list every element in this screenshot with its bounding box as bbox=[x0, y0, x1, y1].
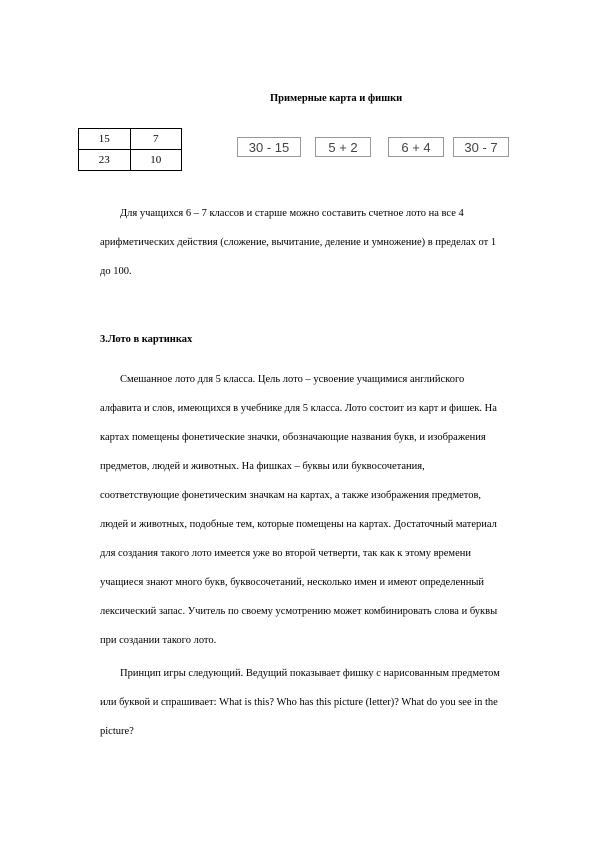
text-line: Принцип игры следующий. Ведущий показывает фишку с нарисованным предметом bbox=[120, 668, 500, 679]
text-line: при создании такого лото. bbox=[100, 635, 217, 646]
lotto-chip: 30 - 15 bbox=[237, 137, 301, 157]
text-line: picture? bbox=[100, 726, 134, 737]
page-title: Примерные карта и фишки bbox=[270, 93, 403, 104]
paragraph-arithmetic-lotto bbox=[100, 199, 555, 286]
text-line: соответствующие фонетическим значкам на картах, а также изображения предметов, bbox=[100, 490, 482, 501]
text-line: лексический запас. Учитель по своему усмотрению может комбинировать слова и буквы bbox=[100, 606, 498, 617]
text-line: для создания такого лото имеется уже во второй четверти, так как к этому времени bbox=[100, 548, 471, 559]
text-line: предметов, людей и животных. На фишках – буквы или буквосочетания, bbox=[100, 461, 425, 472]
text-line: алфавита и слов, имеющихся в учебнике для 5 класса. Лото состоит из карт и фишек. На bbox=[100, 403, 497, 414]
text-line: картах помещены фонетические значки, обозначающие названия букв, и изображения bbox=[100, 432, 486, 443]
text-line: учащиеся знают много букв, буквосочетаний, несколько имен и имеют определенный bbox=[100, 577, 485, 588]
text-line: людей и животных, подобные тем, которые помещены на картах. Достаточный материал bbox=[100, 519, 497, 530]
card-row bbox=[79, 129, 182, 150]
text-line: Для учащихся 6 – 7 классов и старше можно составить счетное лото на все 4 bbox=[120, 208, 464, 219]
lotto-chip: 30 - 7 bbox=[453, 137, 509, 157]
text-line: арифметических действия (сложение, вычитание, деление и умножение) в пределах от 1 bbox=[100, 237, 497, 248]
lotto-card bbox=[78, 128, 182, 171]
card-cell: 23 bbox=[79, 150, 131, 171]
text-line: Смешанное лото для 5 класса. Цель лото – усвоение учащимися английского bbox=[120, 374, 465, 385]
card-cell: 7 bbox=[130, 129, 182, 150]
card-cell: 10 bbox=[130, 150, 182, 171]
lotto-chip: 5 + 2 bbox=[315, 137, 371, 157]
lotto-chip: 6 + 4 bbox=[388, 137, 444, 157]
paragraph-game-rules bbox=[100, 659, 555, 746]
section-heading: 3.Лото в картинках bbox=[100, 334, 193, 345]
text-line: или буквой и спрашивает: What is this? Who has this picture (letter)? What do you see in the bbox=[100, 697, 498, 708]
card-cell: 15 bbox=[79, 129, 131, 150]
card-row bbox=[79, 150, 182, 171]
paragraph-picture-lotto bbox=[100, 365, 555, 655]
text-line: до 100. bbox=[100, 266, 132, 277]
